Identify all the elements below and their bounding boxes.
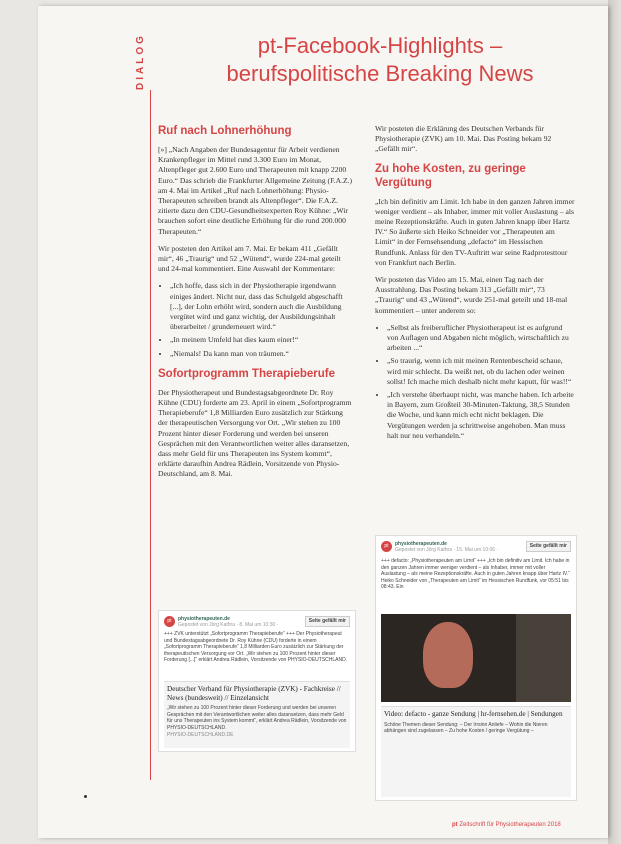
link-preview[interactable] — [164, 681, 350, 748]
background-shape — [516, 614, 571, 702]
person-image — [423, 622, 473, 688]
like-page-button[interactable]: Seite gefällt mir — [526, 541, 571, 552]
list-item: • „So traurig, wenn ich mit meinen Rentenbescheid schaue, wird mir schlecht. Da weißt net, ob du lachen oder weinen sollst! Ich mache mich deshalb nicht mehr kaputt, für was!!“ — [387, 356, 575, 387]
paragraph: Wir posteten die Erklärung des Deutschen Verbands für Physiotherapie (ZVK) am 10. Mai. Das Posting bekam 92 „Gefällt mir“. — [375, 124, 552, 154]
page-name-link[interactable]: physiotherapeuten.de — [395, 541, 447, 547]
link-title[interactable]: Video: defacto - ganze Sendung | hr-fernsehen.de | Sendungen — [384, 710, 563, 718]
paragraph: [»] „Nach Angaben der Bundesagentur für Arbeit verdienen Krankenpfleger im Mittel rund 3.300 Euro im Monat, Altenpfleger gut 2.600 Euro und Therapeuten mit knapp 2200 Euro.“ Das schrieb die Frankfurter Allgemeine Zeitung (F.A.Z.) am 4. Mai im Artikel „Ruf nach Lohnerhöhung: Physio-Therapeuten schreiben brandt als Altenpfleger“. Die F.A.Z. zitierte dazu den CDU-Gesundheitsexperten Roy Kühne: „Wir brauchen sofort eine deutliche Erhöhung für die rund 200.000 Therapeuten.“ — [158, 145, 353, 236]
section-label — [135, 20, 153, 90]
divider-line — [150, 90, 151, 780]
footer-year: 2018 — [547, 822, 561, 828]
bullet-mark — [84, 795, 87, 798]
video-thumbnail[interactable] — [381, 614, 571, 702]
post-text: +++ defacto: „Physiotherapeuten am Limit“ +++ „Ich bin definitiv am Limit. Ich habe in den ganzen Jahren immer weniger verdient – als Inhaber, immer mit voller Auslastung – als meine Rezeptionskräfte. Auch in guten Jahren knapp über Hartz IV.“ Heiko Schneider von „Therapeuten am Limit“ im Hessischen Rundfunk, vor 05:51 bis 08:43. Ein — [381, 558, 570, 590]
page-logo: pt — [164, 616, 175, 627]
facebook-post[interactable] — [158, 610, 356, 752]
comment-list — [158, 281, 354, 358]
list-item: • „Ich verstehe überhaupt nicht, was manche haben. Ich arbeite in Bayern, zum Großteil 30-Minuten-Taktung, 38,5 Stunden die Woche, und kann mich echt nicht beklagen. Die Vergütungen werden ja schrittweise angehoben. Man muss halt nur neu verhandeln.“ — [387, 390, 575, 441]
link-domain: PHYSIO-DEUTSCHLAND.DE — [167, 732, 234, 738]
link-description: Schöne Themen dieser Sendung: – Der Irrsinn Anliefe – Wohin die Nieren abhängen sind zugelassen – Zu hohe Kosten / geringe Vergütung – — [384, 721, 548, 734]
paragraph: „Ich bin definitiv am Limit. Ich habe in den ganzen Jahren immer weniger verdient – als Inhaber, immer mit voller Auslastung – als meine Rezeptionskräfte. Auch in guten Jahren knapp über Hartz IV.“ So äußerte sich Heiko Schneider vor „Therapeuten am Limit“ in der Fernsehsendung „defacto“ im Hessischen Rundfunk. Anlass für den TV-Auftritt war seine Radprotesttour von Frankfurt nach Berlin. — [375, 196, 575, 267]
section-label-text: DIALOG — [135, 33, 146, 90]
footer-brand: pt — [452, 822, 458, 828]
list-item: • „In meinem Umfeld hat dies kaum einer!“ — [170, 335, 354, 345]
heading-ruf-nach-lohnerhoehung: Ruf nach Lohnerhöhung — [158, 125, 292, 137]
footer-text: Zeitschrift für Physiotherapeuten — [459, 822, 546, 828]
like-page-button[interactable]: Seite gefällt mir — [305, 616, 350, 627]
title-line-2: berufspolitische Breaking News — [226, 61, 534, 86]
title-line-1: pt-Facebook-Highlights – — [257, 33, 503, 58]
heading-sofortprogramm: Sofortprogramm Therapieberufe — [158, 367, 335, 380]
right-column — [375, 124, 575, 447]
list-item: • „Ich hoffe, dass sich in der Physiotherapie irgendwann einiges ändert. Nicht nur, dass das Schulgeld abgeschafft [...], der Lohn erhöht wird, sondern auch die Ausbildung vergütet wird und ganz wichtig, der Ausbildungsinhalt überarbeitet / grunderneuert wird.“ — [170, 281, 354, 332]
post-meta: Gepostet von Jörg Kathra · 8. Mai um 10:30 · — [178, 622, 279, 628]
link-description: „Wir stehen zu 100 Prozent hinter dieser Forderung und werden bei unseren Gesprächen mit den Verantwortlichen weiter alles daransetzen, dass mehr Geld für uns Therapeuten ins System kommt“, erklärt Andrea Rädlein, Vorsitzende von PHYSIO-DEUTSCHLAND. — [167, 705, 347, 731]
list-item: • „Selbst als freiberuflicher Physiotherapeut ist es aufgrund von Auflagen und Abgaben nicht möglich, wirtschaftlich zu arbeiten ...“ — [387, 323, 575, 354]
page-title — [170, 32, 590, 88]
facebook-post-video[interactable] — [375, 535, 577, 801]
paragraph: Wir posteten den Artikel am 7. Mai. Er bekam 411 „Gefällt mir“, 46 „Traurig“ und 52 „Wütend“, wurde 224-mal geteilt und 24-mal kommentiert. Eine Auswahl der Kommentare: — [158, 243, 341, 274]
page-name-link[interactable]: physiotherapeuten.de — [178, 616, 230, 622]
paragraph: Der Physiotherapeut und Bundestagsabgeordnete Dr. Roy Kühne (CDU) forderte am 23. April in einem „Sofortprogramm Therapieberufe“ 1,8 Milliarden Euro zusätzlich zur Stärkung der therapeutischen Versorgung vor Ort. „Wir stehen zu 100 Prozent hinter dieser Forderung und werden bei unseren Gesprächen mit den Verantwortlichen weiter alles daransetzen, dass mehr Geld für uns Therapeuten ins System kommt“, erklärte daraufhin Andrea Rädlein, Vorsitzende von Physio-Deutschland, am 8. Mai. — [158, 387, 352, 479]
list-item: • „Niemals! Da kann man von träumen.“ — [170, 349, 354, 359]
post-text: +++ ZVK unterstützt „Sofortprogramm Therapieberufe“ +++ Der Physiotherapeut und Bundestagsabgeordnete Dr. Roy Kühne (CDU) forderte in einem „Sofortprogramm Therapieberufe“ 1,8 Milliarden Euro zusätzlich zur Stärkung der therapeutischen Versorgung vor Ort. „Wir stehen zu 100 Prozent hinter dieser Forderung [...]“ erklärt Andrea Rädlein, Vorsitzende von PHYSIO-DEUTSCHLAND. — [164, 631, 348, 663]
link-title[interactable]: Deutscher Verband für Physiotherapie (ZVK) - Fachkreise // News (bundesweit) // Einzelansicht — [167, 685, 341, 702]
comment-list — [375, 323, 575, 441]
link-preview[interactable] — [381, 706, 571, 797]
post-meta: Gepostet von Jörg Kathra · 15. Mai um 10:06 · — [395, 547, 499, 553]
page-footer — [452, 822, 561, 828]
page-logo: pt — [381, 541, 392, 552]
paragraph: Wir posteten das Video am 15. Mai, einen Tag nach der Ausstrahlung. Das Posting bekam 313 „Gefällt mir“, 73 „Traurig“ und 43 „Wütend“, wurde 251-mal geteilt und 18-mal kommentiert – unter anderem so: — [375, 275, 568, 315]
left-column — [158, 124, 354, 487]
heading-zu-hohe-kosten: Zu hohe Kosten, zu geringe Vergütung — [375, 162, 526, 189]
page-edge — [608, 0, 621, 844]
